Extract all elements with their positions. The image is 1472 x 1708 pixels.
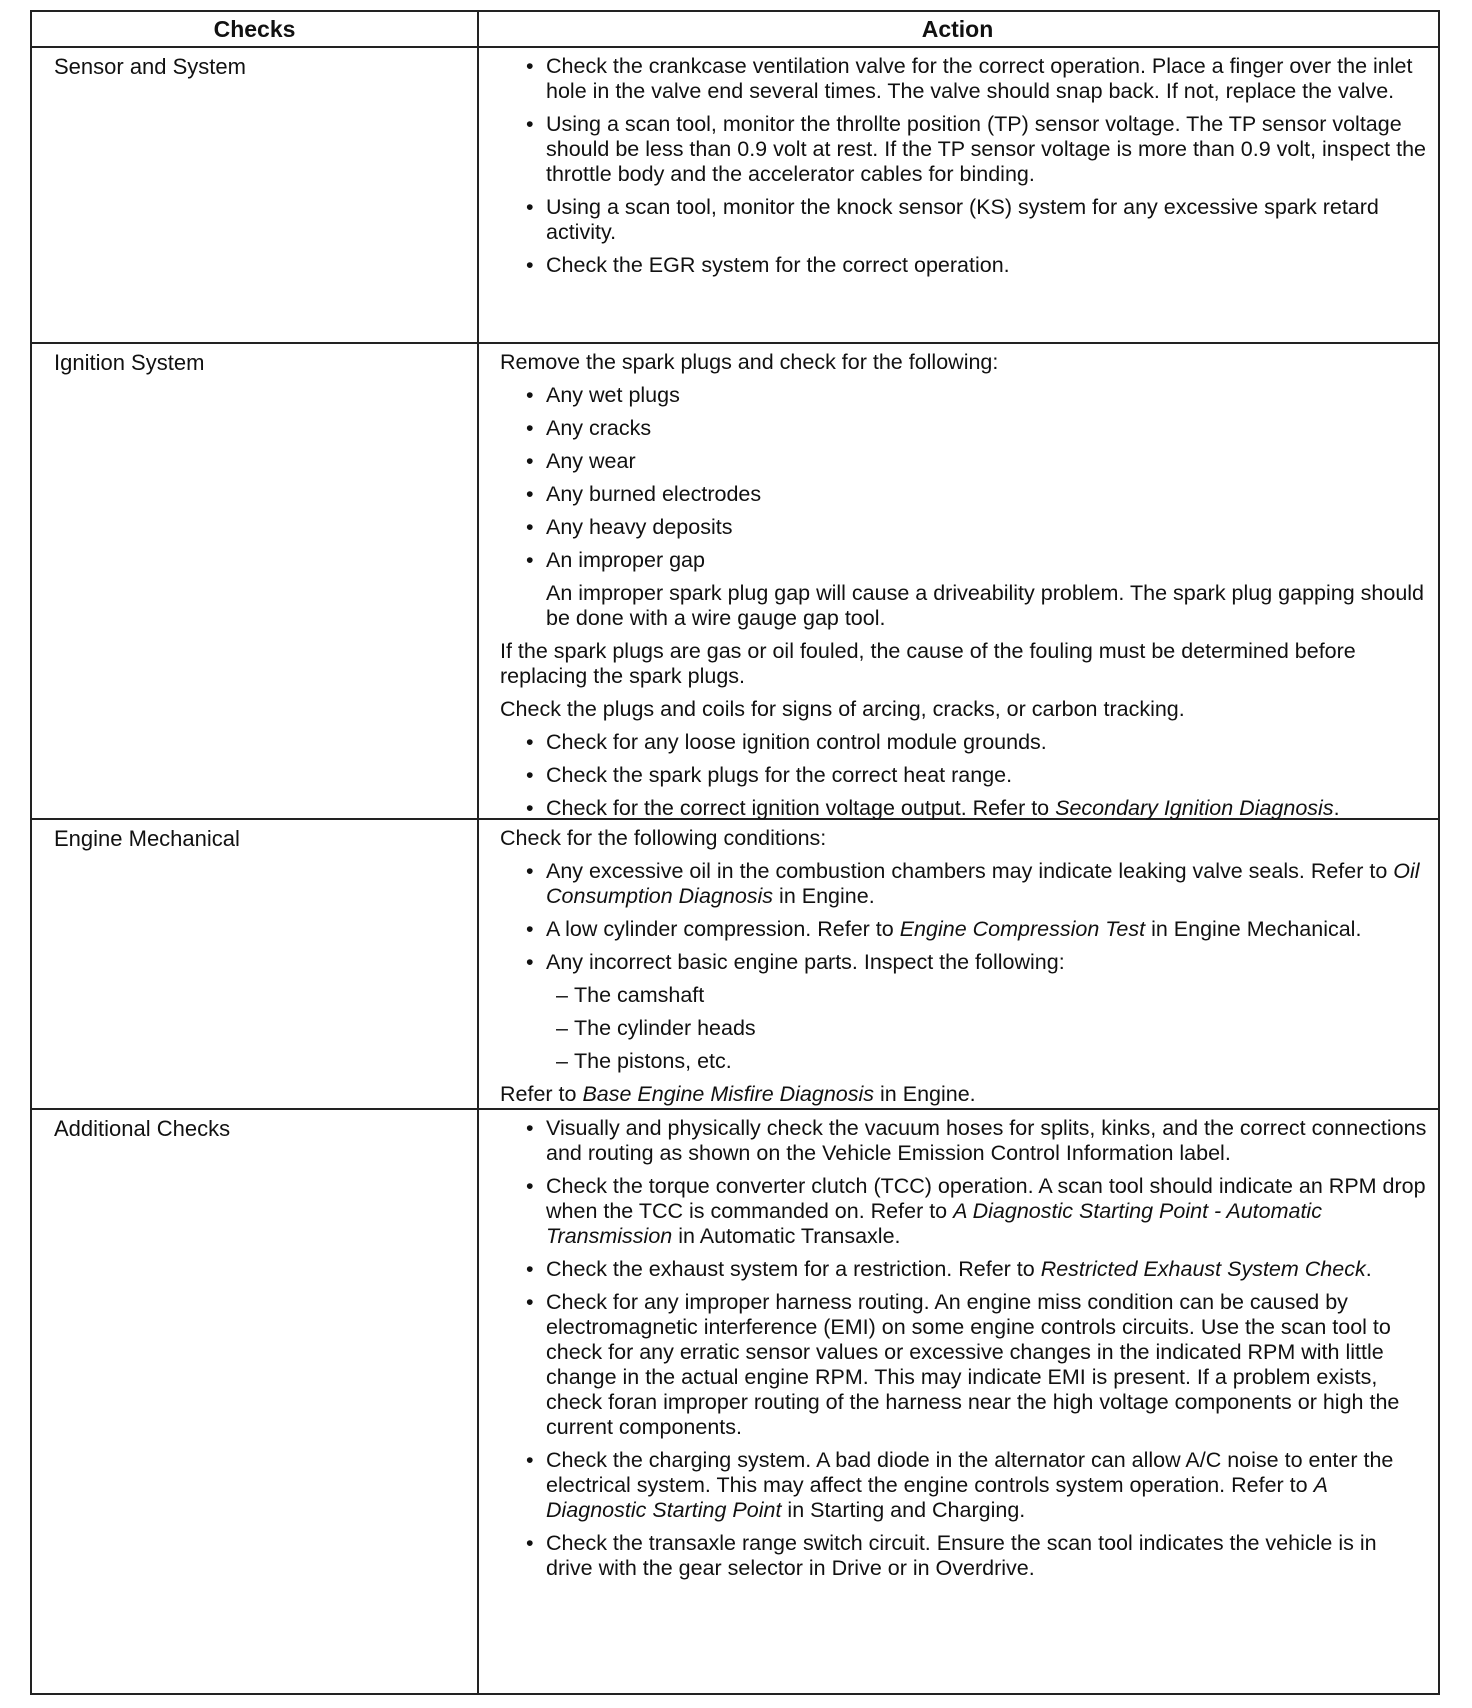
text-segment: .: [1365, 1257, 1372, 1281]
list-item-text: An improper gap: [546, 548, 705, 572]
text-segment: .: [1333, 796, 1340, 820]
action-cell: [500, 54, 1428, 286]
list-item: • Any wet plugs: [524, 383, 1428, 408]
list-item: [524, 796, 1428, 821]
reference-link: A Diagnostic Starting Point - Automatic Transmission: [546, 1199, 1322, 1248]
bullet-list: [500, 54, 1428, 278]
list-item: • Check the transaxle range switch circuit. Ensure the scan tool indicates the vehicle is in drive with the gear selector in Drive or in Overdrive.: [524, 1531, 1428, 1581]
table-row-sensor-and-system: [32, 48, 1438, 344]
list-item: [524, 917, 1428, 942]
bullet-list: [500, 383, 1428, 631]
list-item: • Check the EGR system for the correct operation.: [524, 253, 1428, 278]
text-segment: A low cylinder compression. Refer to: [546, 917, 900, 941]
list-item: • Check the spark plugs for the correct heat range.: [524, 763, 1428, 788]
text-segment: Check the charging system. A bad diode in the alternator can allow A/C noise to enter the electrical system. This may affect the engine controls system operation. Refer to: [546, 1448, 1394, 1497]
bullet-list: [500, 859, 1428, 1074]
list-item: [524, 1257, 1428, 1282]
list-item-text: Any incorrect basic engine parts. Inspect the following:: [546, 950, 1065, 974]
bullet-list: [500, 1116, 1428, 1581]
text-segment: Refer to: [500, 1082, 583, 1106]
text-segment: Check for the correct ignition voltage output. Refer to: [546, 796, 1056, 820]
refer-text: [500, 1082, 1428, 1107]
sub-item: – The camshaft: [556, 983, 1428, 1008]
list-item: • Any cracks: [524, 416, 1428, 441]
bullet-list: [500, 730, 1428, 821]
reference-link: Secondary Ignition Diagnosis: [1055, 796, 1334, 820]
reference-link: Base Engine Misfire Diagnosis: [582, 1082, 875, 1106]
text-segment: in Automatic Transaxle.: [672, 1224, 901, 1248]
header-action: Action: [921, 16, 994, 42]
text-segment: Check the torque converter clutch (TCC) operation. A scan tool should indicate an RPM drop when the TCC is commanded on. Refer to: [546, 1174, 1426, 1223]
reference-link: Engine Compression Test: [899, 917, 1146, 941]
table-header: [32, 12, 1438, 48]
header-checks: Checks: [213, 16, 296, 42]
reference-link: Oil Consumption Diagnosis: [546, 859, 1420, 908]
check-label: Engine Mechanical: [54, 826, 240, 851]
list-item: • Check for any loose ignition control module grounds.: [524, 730, 1428, 755]
text-segment: Check the exhaust system for a restriction. Refer to: [546, 1257, 1041, 1281]
list-item: [524, 950, 1428, 1074]
text-segment: in Engine.: [874, 1082, 976, 1106]
action-cell: [500, 350, 1428, 829]
list-item: • Check the crankcase ventilation valve for the correct operation. Place a finger over the inlet hole in the valve end several times. The valve should snap back. If not, replace the valve.: [524, 54, 1428, 104]
action-cell: [500, 826, 1428, 1115]
list-item: • Any wear: [524, 449, 1428, 474]
text-segment: in Starting and Charging.: [781, 1498, 1026, 1522]
list-item: • Using a scan tool, monitor the throllte position (TP) sensor voltage. The TP sensor voltage should be less than 0.9 volt at rest. If the TP sensor voltage is more than 0.9 volt, inspect the throttle body and the accelerator cables for binding.: [524, 112, 1428, 187]
list-item: • Any burned electrodes: [524, 482, 1428, 507]
gap-note: An improper spark plug gap will cause a driveability problem. The spark plug gapping should be done with a wire gauge gap tool.: [546, 581, 1425, 630]
sub-item: – The cylinder heads: [556, 1016, 1428, 1041]
text-segment: Any excessive oil in the combustion chambers may indicate leaking valve seals. Refer to: [546, 859, 1394, 883]
check-label: Sensor and System: [54, 54, 246, 79]
table-row-ignition-system: [32, 344, 1438, 820]
list-item: • Using a scan tool, monitor the knock sensor (KS) system for any excessive spark retard activity.: [524, 195, 1428, 245]
intro-text: Check for the following conditions:: [500, 826, 827, 850]
reference-link: Restricted Exhaust System Check: [1040, 1257, 1366, 1281]
check-label: Ignition System: [54, 350, 205, 375]
table-row-engine-mechanical: [32, 820, 1438, 1110]
dash-list: [546, 983, 1428, 1074]
check-label: Additional Checks: [54, 1116, 231, 1141]
list-item: • Check for any improper harness routing. An engine miss condition can be caused by electromagnetic interference (EMI) on some engine controls circuits. Use the scan tool to check for any erratic sensor values or excessive changes in the indicated RPM with little change in the actual engine RPM. This may indicate EMI is present. If a problem exists, check foran improper routing of the harness near the high voltage components or high the current components.: [524, 1290, 1428, 1440]
list-item: [524, 1448, 1428, 1523]
reference-link: A Diagnostic Starting Point: [546, 1473, 1328, 1522]
fouled-text: If the spark plugs are gas or oil fouled, the cause of the fouling must be determined before replacing the spark plugs.: [500, 639, 1356, 688]
arcing-text: Check the plugs and coils for signs of arcing, cracks, or carbon tracking.: [500, 697, 1185, 721]
sub-item: – The pistons, etc.: [556, 1049, 1428, 1074]
list-item: [524, 859, 1428, 909]
table-row-additional-checks: [32, 1110, 1438, 1695]
text-segment: in Engine.: [773, 884, 875, 908]
list-item: • Any heavy deposits: [524, 515, 1428, 540]
intro-text: Remove the spark plugs and check for the following:: [500, 350, 999, 374]
list-item: • Visually and physically check the vacuum hoses for splits, kinks, and the correct connections and routing as shown on the Vehicle Emission Control Information label.: [524, 1116, 1428, 1166]
diagnostic-table: [30, 10, 1440, 1695]
list-item: [524, 1174, 1428, 1249]
action-cell: [500, 1116, 1428, 1589]
text-segment: in Engine Mechanical.: [1145, 917, 1362, 941]
list-item: [524, 548, 1428, 631]
